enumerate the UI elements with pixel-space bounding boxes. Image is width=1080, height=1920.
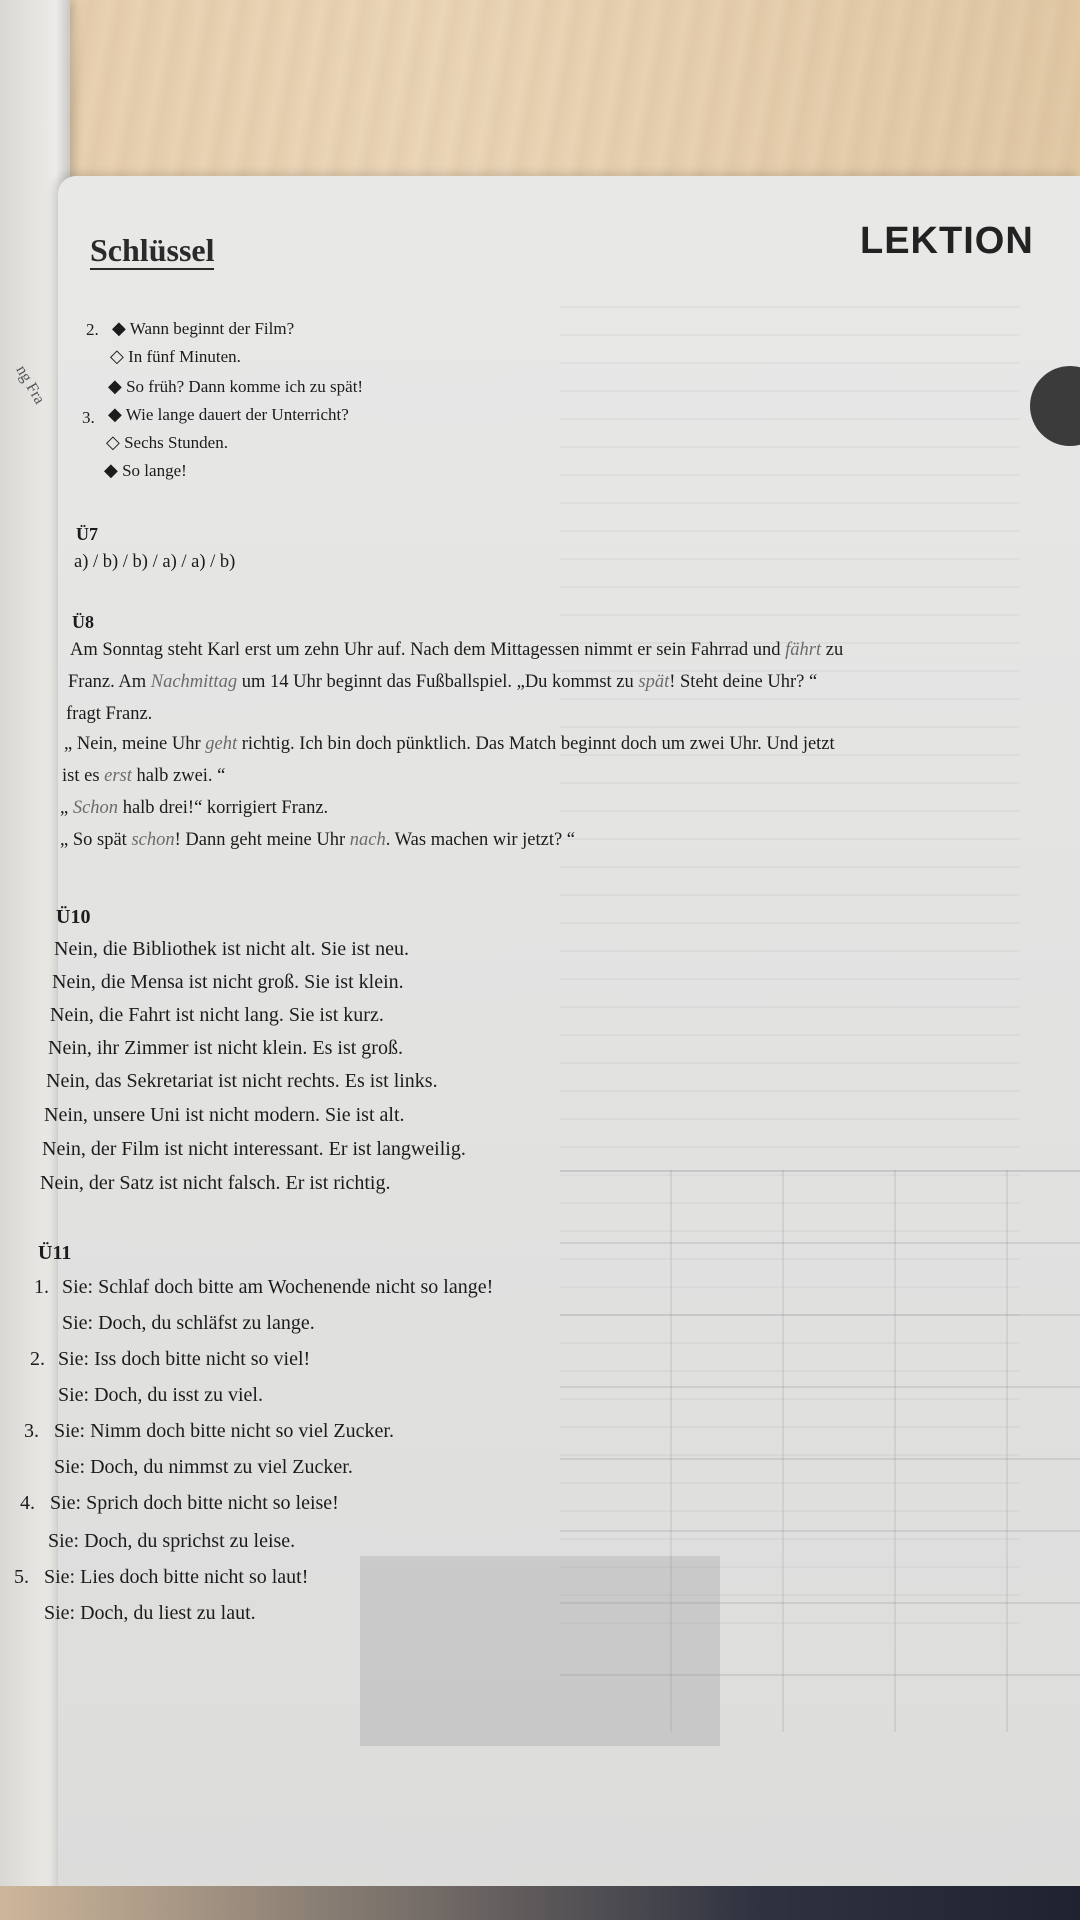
u10-line: Nein, die Fahrt ist nicht lang. Sie ist kurz. — [50, 1004, 384, 1026]
u10-line: Nein, die Bibliothek ist nicht alt. Sie ist neu. — [54, 938, 409, 960]
u11-question: Sie: Iss doch bitte nicht so viel! — [58, 1348, 311, 1370]
dialogue-line — [112, 318, 294, 339]
u8-line-1: Am Sonntag steht Karl erst um zehn Uhr auf. Nach dem Mittagessen nimmt er sein Fahrrad und fährt zu — [70, 640, 844, 660]
u10-line: Nein, ihr Zimmer ist nicht klein. Es ist groß. — [48, 1037, 403, 1059]
u10-line: Nein, der Satz ist nicht falsch. Er ist richtig. — [40, 1172, 391, 1194]
wooden-table-background — [0, 0, 1080, 200]
u11-question: Sie: Lies doch bitte nicht so laut! — [44, 1566, 309, 1588]
u11-number: 2. — [30, 1348, 45, 1370]
dialogue-text: Wie lange dauert der Unterricht? — [125, 405, 349, 424]
dialogue-text: In fünf Minuten. — [128, 347, 241, 366]
u11-answer: Sie: Doch, du nimmst zu viel Zucker. — [54, 1456, 353, 1478]
section-heading-u8: Ü8 — [72, 612, 94, 632]
u8-line-4: „ Nein, meine Uhr geht richtig. Ich bin doch pünktlich. Das Match beginnt doch um zwei Uhr. Und jetzt — [64, 734, 835, 754]
facing-page-text: ng Fra — [12, 362, 48, 407]
page-title: Schlüssel — [90, 232, 215, 268]
u11-number: 1. — [34, 1276, 49, 1298]
u11-question: Sie: Nimm doch bitte nicht so viel Zucker. — [54, 1420, 394, 1442]
lektion-label: LEKTION — [860, 220, 1034, 262]
u10-line: Nein, die Mensa ist nicht groß. Sie ist klein. — [52, 971, 404, 993]
dialogue-text: So lange! — [122, 461, 187, 480]
dialogue-line — [108, 404, 349, 425]
u11-answer: Sie: Doch, du isst zu viel. — [58, 1384, 263, 1406]
dialogue-line — [110, 346, 241, 367]
u11-answer: Sie: Doch, du sprichst zu leise. — [48, 1530, 296, 1552]
u11-number: 5. — [14, 1566, 29, 1588]
filled-diamond-icon — [108, 405, 122, 424]
dialogue-line — [108, 376, 363, 397]
u8-line-6: „ Schon halb drei!“ korrigiert Franz. — [60, 798, 329, 818]
section-heading-u11: Ü11 — [38, 1242, 72, 1264]
u8-line-2: Franz. Am Nachmittag um 14 Uhr beginnt das Fußballspiel. „Du kommst zu spät! Steht deine Uhr? “ — [68, 672, 818, 692]
item-number: 3. — [82, 408, 95, 427]
u11-answer: Sie: Doch, du liest zu laut. — [44, 1602, 256, 1624]
u11-question: Sie: Schlaf doch bitte am Wochenende nicht so lange! — [62, 1276, 494, 1298]
dialogue-line — [106, 432, 228, 453]
u11-number: 3. — [24, 1420, 39, 1442]
section-heading-u10: Ü10 — [56, 906, 91, 928]
bottom-edge — [0, 1886, 1080, 1920]
open-diamond-icon — [106, 433, 120, 452]
dialogue-text: Wann beginnt der Film? — [129, 319, 295, 338]
show-through-box — [360, 1556, 720, 1746]
item-number: 2. — [86, 320, 99, 339]
filled-diamond-icon — [104, 461, 118, 480]
u7-answers: a) / b) / b) / a) / a) / b) — [74, 552, 236, 572]
u8-line-3: fragt Franz. — [66, 704, 153, 724]
dialogue-text: So früh? Dann komme ich zu spät! — [126, 377, 364, 396]
dialogue-text: Sechs Stunden. — [124, 433, 228, 452]
filled-diamond-icon — [108, 377, 122, 396]
open-diamond-icon — [110, 347, 124, 366]
dialogue-line — [104, 460, 187, 481]
u10-line: Nein, der Film ist nicht interessant. Er ist langweilig. — [42, 1138, 466, 1160]
u8-line-7: „ So spät schon! Dann geht meine Uhr nach. Was machen wir jetzt? “ — [60, 830, 576, 850]
u11-answer: Sie: Doch, du schläfst zu lange. — [62, 1312, 315, 1334]
u10-line: Nein, unsere Uni ist nicht modern. Sie ist alt. — [44, 1104, 405, 1126]
section-heading-u7: Ü7 — [76, 524, 98, 544]
filled-diamond-icon — [112, 319, 126, 338]
u8-line-5: ist es erst halb zwei. “ — [62, 766, 226, 786]
u10-line: Nein, das Sekretariat ist nicht rechts. Es ist links. — [46, 1070, 438, 1092]
page-tab-marker — [1030, 366, 1080, 446]
u11-question: Sie: Sprich doch bitte nicht so leise! — [50, 1492, 339, 1514]
u11-number: 4. — [20, 1492, 35, 1514]
